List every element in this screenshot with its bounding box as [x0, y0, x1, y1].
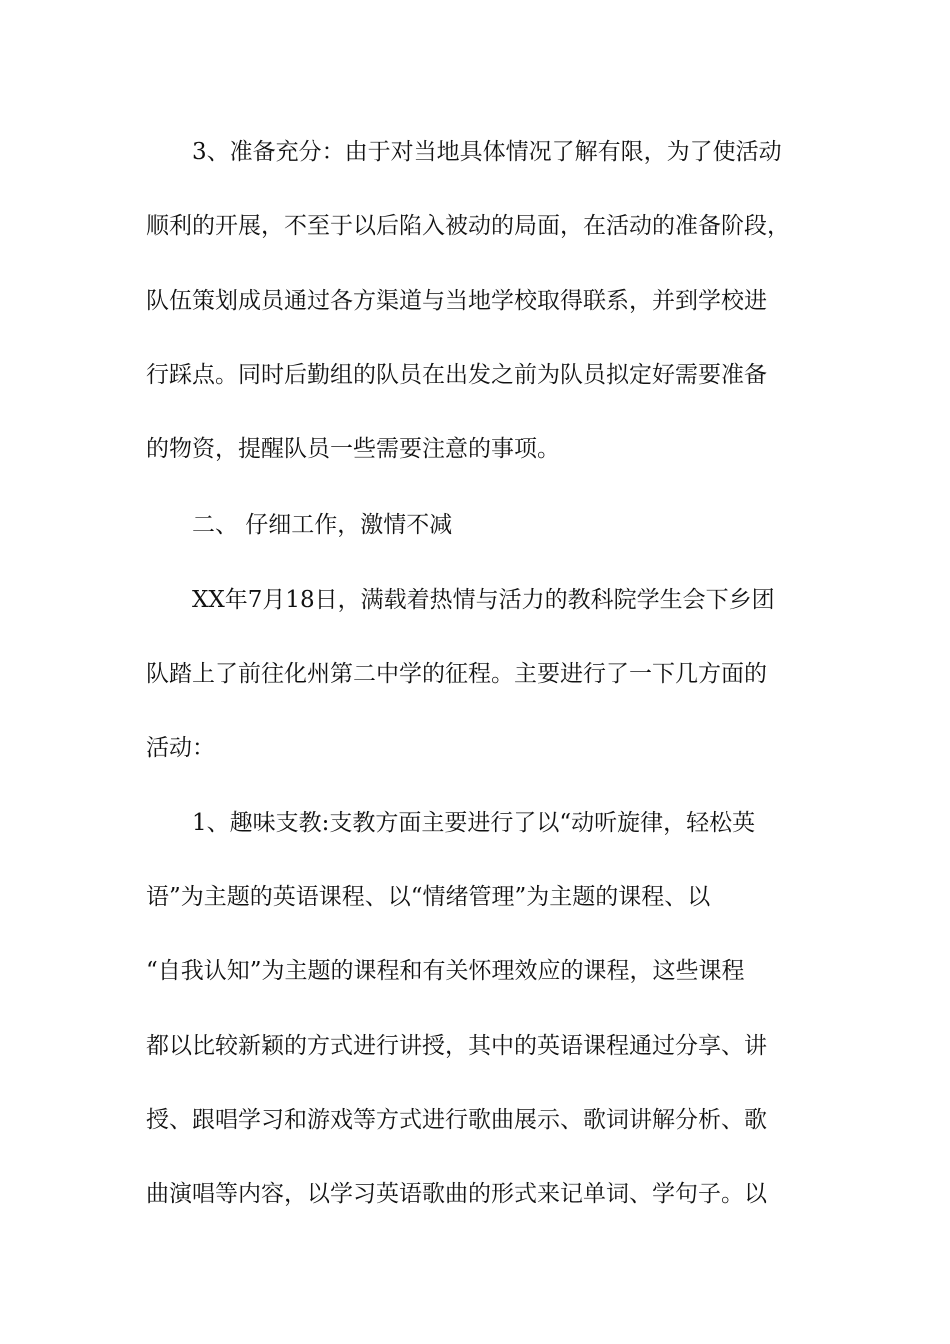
paragraph-line: 1、趣味支教:支教方面主要进行了以“动听旋律，轻松英: [192, 810, 756, 836]
paragraph-line: 的物资，提醒队员一些需要注意的事项。: [146, 436, 560, 462]
paragraph-line: XX年7月18日，满载着热情与活力的教科院学生会下乡团: [192, 587, 775, 613]
paragraph-line: 活动：: [146, 735, 215, 761]
paragraph-line: 行踩点。同时后勤组的队员在出发之前为队员拟定好需要准备: [146, 362, 767, 388]
section-heading: 二、 仔细工作，激情不减: [192, 512, 453, 538]
paragraph-line: 3、准备充分：由于对当地具体情况了解有限，为了使活动: [192, 139, 782, 165]
paragraph-line: 曲演唱等内容，以学习英语歌曲的形式来记单词、学句子。以: [146, 1181, 767, 1207]
paragraph-line: “自我认知”为主题的课程和有关怀理效应的课程，这些课程: [146, 958, 745, 984]
paragraph-line: 队踏上了前往化州第二中学的征程。主要进行了一下几方面的: [146, 661, 767, 687]
paragraph-line: 都以比较新颖的方式进行讲授，其中的英语课程通过分享、讲: [146, 1033, 767, 1059]
paragraph-line: 顺利的开展，不至于以后陷入被动的局面，在活动的准备阶段，: [146, 213, 790, 239]
paragraph-line: 队伍策划成员通过各方渠道与当地学校取得联系，并到学校进: [146, 288, 767, 314]
paragraph-line: 授、跟唱学习和游戏等方式进行歌曲展示、歌词讲解分析、歌: [146, 1107, 767, 1133]
paragraph-line: 语”为主题的英语课程、以“情绪管理”为主题的课程、以: [146, 884, 711, 910]
